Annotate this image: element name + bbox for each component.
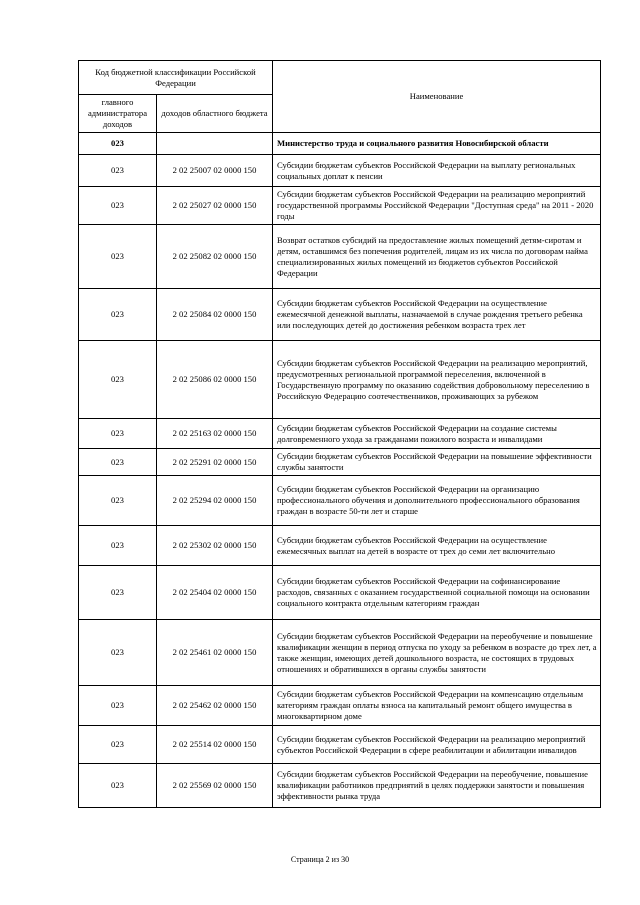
- ministry-row: [79, 133, 601, 155]
- name-cell: Субсидии бюджетам субъектов Российской Федерации на компенсацию отдельным категориям граждан оплаты взноса на капитальный ремонт общего имущества в многоквартирном доме: [273, 686, 601, 726]
- income-code-cell: 2 02 25086 02 0000 150: [157, 341, 273, 419]
- income-code-cell: 2 02 25291 02 0000 150: [157, 449, 273, 476]
- header-code-group: Код бюджетной классификации Российской Федерации: [79, 61, 273, 95]
- name-cell: Субсидии бюджетам субъектов Российской Федерации на выплату региональных социальных доплат к пенсии: [273, 155, 601, 187]
- header-row-top: [79, 61, 601, 95]
- income-code-cell: 2 02 25027 02 0000 150: [157, 187, 273, 225]
- table-row: [79, 289, 601, 341]
- table-row: [79, 476, 601, 526]
- admin-code-cell: 023: [79, 764, 157, 808]
- income-code-cell: 2 02 25007 02 0000 150: [157, 155, 273, 187]
- admin-code-cell: 023: [79, 341, 157, 419]
- admin-code-cell: 023: [79, 726, 157, 764]
- income-code-cell: 2 02 25404 02 0000 150: [157, 566, 273, 620]
- admin-code-cell: 023: [79, 225, 157, 289]
- admin-code-cell: 023: [79, 686, 157, 726]
- admin-code-cell: 023: [79, 476, 157, 526]
- name-cell: Возврат остатков субсидий на предоставление жилых помещений детям-сиротам и детям, оставшимся без попечения родителей, лицам из их числа по договорам найма специализированных жилых помещений из бюджетов субъектов Российской Федерации: [273, 225, 601, 289]
- name-cell: Субсидии бюджетам субъектов Российской Федерации на переобучение, повышение квалификации работников предприятий в целях поддержки занятости и повышения эффективности рынка труда: [273, 764, 601, 808]
- header-admin: главного администратора доходов: [79, 95, 157, 133]
- admin-code-cell: 023: [79, 187, 157, 225]
- table-row: [79, 187, 601, 225]
- ministry-code-empty: [157, 133, 273, 155]
- name-cell: Субсидии бюджетам субъектов Российской Федерации на повышение эффективности службы занятости: [273, 449, 601, 476]
- name-cell: Субсидии бюджетам субъектов Российской Федерации на осуществление ежемесячной денежной выплаты, назначаемой в случае рождения третьего ребенка или последующих детей до достижения ребенком возраста трех лет: [273, 289, 601, 341]
- table-row: [79, 764, 601, 808]
- table-row: [79, 620, 601, 686]
- name-cell: Субсидии бюджетам субъектов Российской Федерации на софинансирование расходов, связанных с оказанием государственной социальной помощи на основании социального контракта отдельным категориям граждан: [273, 566, 601, 620]
- income-code-cell: 2 02 25514 02 0000 150: [157, 726, 273, 764]
- name-cell: Субсидии бюджетам субъектов Российской Федерации на реализацию мероприятий государственной программы Российской Федерации "Доступная среда" на 2011 - 2020 годы: [273, 187, 601, 225]
- income-code-cell: 2 02 25569 02 0000 150: [157, 764, 273, 808]
- table-row: [79, 686, 601, 726]
- header-income: доходов областного бюджета: [157, 95, 273, 133]
- admin-code-cell: 023: [79, 155, 157, 187]
- income-code-cell: 2 02 25462 02 0000 150: [157, 686, 273, 726]
- admin-code-cell: 023: [79, 419, 157, 449]
- income-code-cell: 2 02 25302 02 0000 150: [157, 526, 273, 566]
- admin-code-cell: 023: [79, 449, 157, 476]
- name-cell: Субсидии бюджетам субъектов Российской Федерации на реализацию мероприятий субъектов Российской Федерации в сфере реабилитации и абилитации инвалидов: [273, 726, 601, 764]
- table-row: [79, 341, 601, 419]
- table-row: [79, 225, 601, 289]
- name-cell: Субсидии бюджетам субъектов Российской Федерации на организацию профессионального обучения и дополнительного профессионального образования граждан в возрасте 50-ти лет и старше: [273, 476, 601, 526]
- admin-code-cell: 023: [79, 526, 157, 566]
- name-cell: Субсидии бюджетам субъектов Российской Федерации на реализацию мероприятий, предусмотренных региональной программой переселения, включенной в Государственную программу по оказанию содействия добровольному переселению в Российскую Федерацию соотечественников, проживающих за рубежом: [273, 341, 601, 419]
- admin-code-cell: 023: [79, 620, 157, 686]
- table-row: [79, 526, 601, 566]
- admin-code-cell: 023: [79, 566, 157, 620]
- table-row: [79, 155, 601, 187]
- income-code-cell: 2 02 25084 02 0000 150: [157, 289, 273, 341]
- table-row: [79, 566, 601, 620]
- table-row: [79, 449, 601, 476]
- table-row: [79, 726, 601, 764]
- income-code-cell: 2 02 25294 02 0000 150: [157, 476, 273, 526]
- name-cell: Субсидии бюджетам субъектов Российской Федерации на осуществление ежемесячных выплат на детей в возрасте от трех до семи лет включительно: [273, 526, 601, 566]
- header-name: Наименование: [273, 61, 601, 133]
- name-cell: Субсидии бюджетам субъектов Российской Федерации на переобучение и повышение квалификации женщин в период отпуска по уходу за ребенком в возрасте до трех лет, а также женщин, имеющих детей дошкольного возраста, не состоящих в трудовых отношениях и обратившихся в органы службы занятости: [273, 620, 601, 686]
- income-code-cell: 2 02 25163 02 0000 150: [157, 419, 273, 449]
- admin-code-cell: 023: [79, 289, 157, 341]
- income-code-cell: 2 02 25461 02 0000 150: [157, 620, 273, 686]
- ministry-name: Министерство труда и социального развития Новосибирской области: [273, 133, 601, 155]
- budget-codes-table: [78, 60, 601, 808]
- income-code-cell: 2 02 25082 02 0000 150: [157, 225, 273, 289]
- name-cell: Субсидии бюджетам субъектов Российской Федерации на создание системы долговременного ухода за гражданами пожилого возраста и инвалидами: [273, 419, 601, 449]
- page-footer: Страница 2 из 30: [290, 855, 350, 864]
- table-row: [79, 419, 601, 449]
- ministry-admin: 023: [79, 133, 157, 155]
